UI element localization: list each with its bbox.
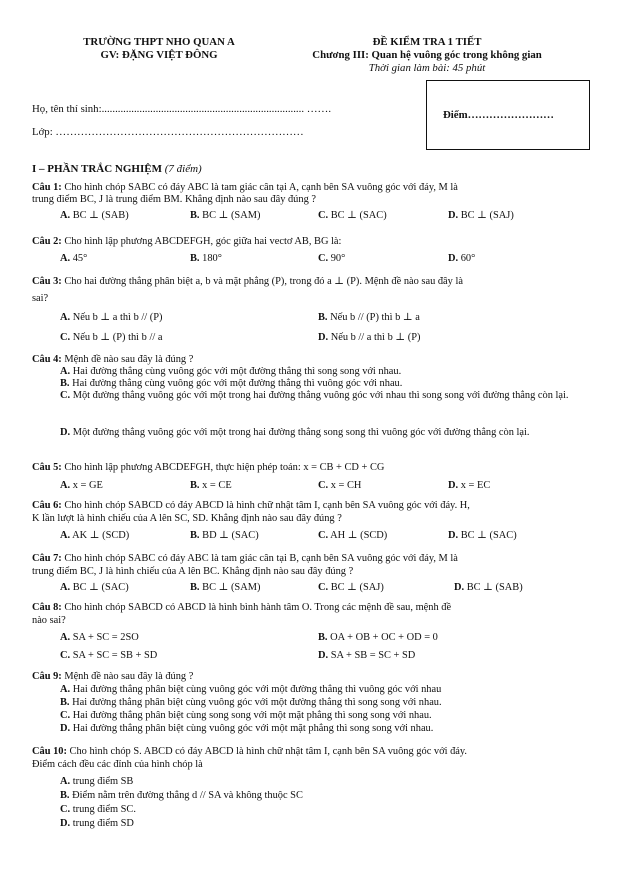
question-text: Mệnh đề nào sau đây là đúng ? [61,671,194,682]
question-number: Câu 6: [32,500,62,511]
question-7 [32,553,592,597]
question-4 [32,354,592,456]
option-c[interactable]: C. AH ⊥ (SCD) [318,530,388,541]
section-title-text: I – PHẦN TRẮC NGHIỆM [32,163,162,175]
chapter-title: Chương III: Quan hệ vuông góc trong không gian [312,49,542,61]
option-c[interactable]: C. BC ⊥ (SAC) [318,210,387,221]
option-d[interactable]: D. trung điểm SD [60,818,134,829]
option-a[interactable]: A. Hai đường thẳng phân biệt cùng vuông góc với một đường thẳng thì vuông góc với nhau [60,684,442,695]
question-text: Cho hình chóp SABC có đáy ABC là tam giác cân tại B, cạnh bên SA vuông góc với đáy, M là [61,553,458,564]
option-b[interactable]: B. BC ⊥ (SAM) [190,210,261,221]
option-c[interactable]: C. trung điểm SC. [60,804,136,815]
teacher-name: GV: ĐẶNG VIỆT ĐÔNG [100,49,218,61]
question-text: sai? [32,293,49,304]
option-d[interactable]: D. BC ⊥ (SAB) [454,582,523,593]
question-text: nào sai? [32,615,66,626]
question-text: Cho hình chóp SABCD có ABCD là hình bình hành tâm O. Trong các mệnh đề sau, mệnh đề [61,602,452,613]
option-b[interactable]: B. Điểm nằm trên đường thẳng d // SA và không thuộc SC [60,790,303,801]
option-b[interactable]: B. Hai đường thẳng cùng vuông góc với một đường thẳng thì vuông góc với nhau. [60,378,403,389]
section-points: (7 điểm) [164,163,202,175]
option-a[interactable]: A. trung điểm SB [60,776,134,787]
question-1 [32,182,592,227]
option-d[interactable]: D. BC ⊥ (SAJ) [448,210,514,221]
option-a[interactable]: A. x = GE [60,480,103,491]
option-c[interactable]: C. SA + SC = SB + SD [60,650,158,661]
option-c[interactable]: C. x = CH [318,480,362,491]
question-text: Mệnh đề nào sau đây là đúng ? [61,354,194,365]
option-d[interactable]: D. SA + SB = SC + SD [318,650,416,661]
header-right [262,36,592,75]
student-name-line: Họ, tên thí sinh:........................................................................... ……. [32,103,332,115]
option-b[interactable]: B. 180° [190,253,222,264]
question-text: trung điểm BC, J là hình chiếu của A lên BC. Khẳng định nào sau đây đúng ? [32,566,354,577]
option-a[interactable]: A. BC ⊥ (SAC) [60,582,129,593]
option-c[interactable]: C. Hai đường thẳng phân biệt cùng song song với một mặt phẳng thì song song với nhau. [60,710,432,721]
option-c[interactable]: C. 90° [318,253,346,264]
option-a[interactable]: A. SA + SC = 2SO [60,632,139,643]
option-b[interactable]: B. Nếu b // (P) thì b ⊥ a [318,312,420,323]
question-number: Câu 10: [32,746,67,757]
section-title [32,163,202,175]
option-b[interactable]: B. OA + OB + OC + OD = 0 [318,632,438,643]
option-c[interactable]: C. BC ⊥ (SAJ) [318,582,384,593]
option-d[interactable]: D. BC ⊥ (SAC) [448,530,517,541]
school-name: TRƯỜNG THPT NHO QUAN A [83,36,235,48]
question-text: Cho hình chóp SABC có đáy ABC là tam giác cân tại A, cạnh bên SA vuông góc với đáy, M là [61,182,458,193]
question-number: Câu 3: [32,276,62,287]
option-a[interactable]: A. Hai đường thẳng cùng vuông góc với một đường thẳng thì song song với nhau. [60,366,402,377]
question-text: Cho hình chóp S. ABCD có đáy ABCD là hình chữ nhật tâm I, cạnh bên SA vuông góc với đáy. [66,746,467,757]
student-class-line: Lớp: …………………………………………………………… [32,126,304,138]
option-a[interactable]: A. 45° [60,253,88,264]
option-a[interactable]: A. Nếu b ⊥ a thì b // (P) [60,312,163,323]
question-number: Câu 4: [32,354,62,365]
question-5 [32,462,592,494]
option-b[interactable]: B. BC ⊥ (SAM) [190,582,261,593]
option-b[interactable]: B. BD ⊥ (SAC) [190,530,259,541]
question-number: Câu 2: [32,236,62,247]
option-c[interactable]: C. Nếu b ⊥ (P) thì b // a [60,332,163,343]
option-d[interactable]: D. Nếu b // a thì b ⊥ (P) [318,332,421,343]
question-2 [32,236,592,268]
option-a[interactable]: A. BC ⊥ (SAB) [60,210,129,221]
option-d[interactable]: D. Một đường thẳng vuông góc với một trong hai đường thẳng song song thì vuông góc với đường thẳng còn lại. [60,427,530,438]
score-label: Điểm…………………… [443,109,554,121]
option-a[interactable]: A. AK ⊥ (SCD) [60,530,130,541]
option-c[interactable]: C. Một đường thẳng vuông góc với một trong hai đường thẳng vuông góc với nhau thì song song với đường thẳng còn lại. [60,390,569,401]
header-left [54,36,264,62]
question-8 [32,602,592,668]
option-b[interactable]: B. Hai đường thẳng phân biệt cùng vuông góc với một đường thẳng thì song song với nhau. [60,697,442,708]
question-number: Câu 8: [32,602,62,613]
option-d[interactable]: D. x = EC [448,480,491,491]
question-number: Câu 9: [32,671,62,682]
question-text: Cho hai đường thẳng phân biệt a, b và mặt phẳng (P), trong đó a ⊥ (P). Mệnh đề nào sau đây là [61,276,463,287]
question-10 [32,746,592,842]
question-6 [32,500,592,545]
score-box [426,80,590,150]
question-text: K lần lượt là hình chiếu của A lên SC, SD. Khẳng định nào sau đây đúng ? [32,513,342,524]
exam-duration: Thời gian làm bài: 45 phút [368,62,486,74]
option-d[interactable]: D. 60° [448,253,476,264]
option-b[interactable]: B. x = CE [190,480,232,491]
question-9 [32,671,592,741]
question-number: Câu 1: [32,182,62,193]
question-number: Câu 5: [32,462,62,473]
question-text: Cho hình lập phương ABCDEFGH, góc giữa hai vectơ AB, BG là: [61,236,342,247]
question-text: Cho hình lập phương ABCDEFGH, thực hiện phép toán: x = CB + CD + CG [61,462,385,473]
option-d[interactable]: D. Hai đường thẳng phân biệt cùng vuông góc với một mặt phẳng thì song song với nhau. [60,723,434,734]
question-text: Điểm cách đều các đỉnh của hình chóp là [32,759,203,770]
question-text: Cho hình chóp SABCD có đáy ABCD là hình chữ nhật tâm I, cạnh bên SA vuông góc với đáy. H, [61,500,470,511]
question-text: trung điểm BC, J là trung điểm BM. Khẳng định nào sau đây đúng ? [32,194,316,205]
question-3 [32,276,592,354]
question-number: Câu 7: [32,553,62,564]
exam-title: ĐỀ KIỂM TRA 1 TIẾT [372,36,482,48]
